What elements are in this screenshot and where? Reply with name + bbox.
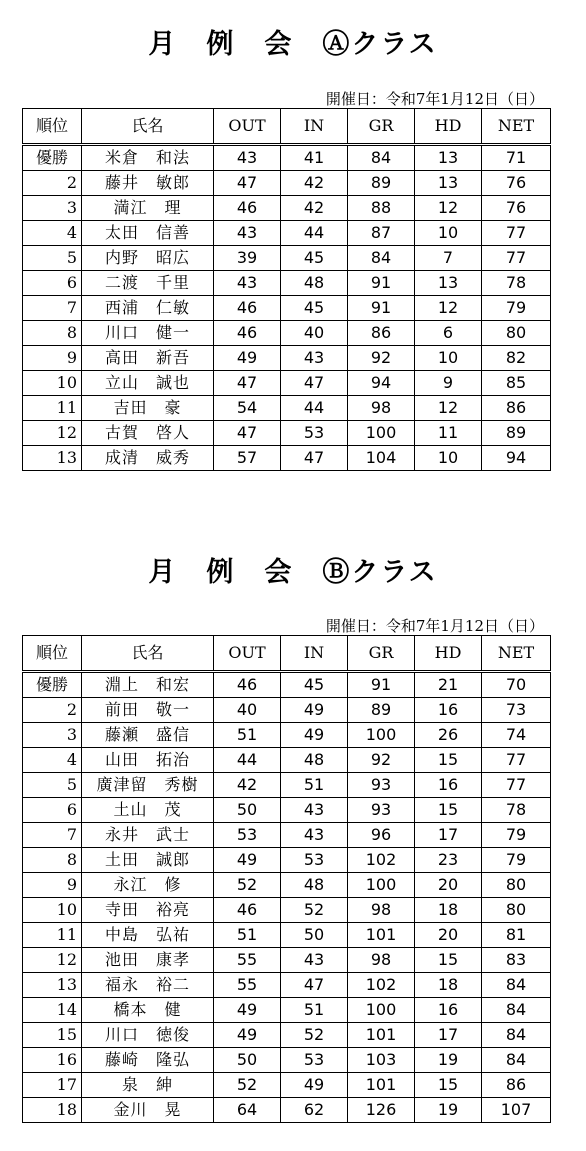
- gross-score-cell: 91: [348, 672, 415, 698]
- net-score-cell: 77: [482, 773, 551, 798]
- out-score-cell: 46: [214, 321, 281, 346]
- rank-cell: 4: [23, 748, 82, 773]
- handicap-cell: 12: [415, 396, 482, 421]
- table-row: [23, 421, 551, 446]
- handicap-cell: 11: [415, 421, 482, 446]
- name-cell: 橋本 健: [82, 998, 214, 1023]
- table-row: [23, 898, 551, 923]
- handicap-cell: 15: [415, 748, 482, 773]
- table-header-row: [23, 636, 551, 672]
- out-score-cell: 46: [214, 196, 281, 221]
- handicap-cell: 9: [415, 371, 482, 396]
- name-cell: 藤瀬 盛信: [82, 723, 214, 748]
- table-row: [23, 296, 551, 321]
- out-score-cell: 50: [214, 1048, 281, 1073]
- gross-score-cell: 98: [348, 898, 415, 923]
- rank-cell: 13: [23, 446, 82, 471]
- table-row: [23, 171, 551, 196]
- net-score-cell: 86: [482, 396, 551, 421]
- handicap-cell: 16: [415, 698, 482, 723]
- name-cell: 古賀 啓人: [82, 421, 214, 446]
- gross-score-cell: 126: [348, 1098, 415, 1123]
- net-score-cell: 107: [482, 1098, 551, 1123]
- table-row: [23, 948, 551, 973]
- table-row: [23, 923, 551, 948]
- gross-score-cell: 101: [348, 1073, 415, 1098]
- net-score-cell: 79: [482, 823, 551, 848]
- handicap-cell: 16: [415, 773, 482, 798]
- table-row: [23, 221, 551, 246]
- rank-cell: 優勝: [23, 672, 82, 698]
- table-row: [23, 773, 551, 798]
- in-score-cell: 53: [281, 848, 348, 873]
- gross-score-cell: 100: [348, 421, 415, 446]
- net-score-cell: 84: [482, 973, 551, 998]
- out-score-cell: 50: [214, 798, 281, 823]
- table-row: [23, 321, 551, 346]
- name-cell: 中島 弘祐: [82, 923, 214, 948]
- name-cell: 前田 敬一: [82, 698, 214, 723]
- in-score-cell: 45: [281, 672, 348, 698]
- name-cell: 金川 晃: [82, 1098, 214, 1123]
- handicap-cell: 20: [415, 923, 482, 948]
- in-score-cell: 44: [281, 396, 348, 421]
- rank-cell: 3: [23, 196, 82, 221]
- out-score-cell: 40: [214, 698, 281, 723]
- net-score-cell: 85: [482, 371, 551, 396]
- net-score-cell: 89: [482, 421, 551, 446]
- in-score-cell: 49: [281, 698, 348, 723]
- out-score-cell: 39: [214, 246, 281, 271]
- gross-score-cell: 103: [348, 1048, 415, 1073]
- table-row: [23, 1073, 551, 1098]
- in-score-cell: 42: [281, 196, 348, 221]
- table-row: [23, 371, 551, 396]
- handicap-cell: 21: [415, 672, 482, 698]
- in-score-cell: 49: [281, 723, 348, 748]
- out-score-cell: 57: [214, 446, 281, 471]
- in-score-cell: 47: [281, 371, 348, 396]
- in-score-cell: 53: [281, 1048, 348, 1073]
- in-score-cell: 52: [281, 898, 348, 923]
- name-cell: 二渡 千里: [82, 271, 214, 296]
- class-b-results-table: [22, 635, 551, 1123]
- rank-cell: 7: [23, 823, 82, 848]
- gross-score-cell: 104: [348, 446, 415, 471]
- name-cell: 川口 徳俊: [82, 1023, 214, 1048]
- header-name: 氏名: [82, 109, 214, 145]
- handicap-cell: 13: [415, 145, 482, 171]
- handicap-cell: 10: [415, 446, 482, 471]
- name-cell: 西浦 仁敏: [82, 296, 214, 321]
- table-row: [23, 246, 551, 271]
- handicap-cell: 19: [415, 1048, 482, 1073]
- gross-score-cell: 102: [348, 848, 415, 873]
- gross-score-cell: 88: [348, 196, 415, 221]
- out-score-cell: 51: [214, 723, 281, 748]
- rank-cell: 10: [23, 371, 82, 396]
- in-score-cell: 43: [281, 948, 348, 973]
- rank-cell: 16: [23, 1048, 82, 1073]
- name-cell: 山田 拓治: [82, 748, 214, 773]
- name-cell: 淵上 和宏: [82, 672, 214, 698]
- name-cell: 満江 理: [82, 196, 214, 221]
- rank-cell: 14: [23, 998, 82, 1023]
- out-score-cell: 49: [214, 848, 281, 873]
- table-row: [23, 396, 551, 421]
- header-net: NET: [482, 636, 551, 672]
- header-hd: HD: [415, 109, 482, 145]
- name-cell: 福永 裕二: [82, 973, 214, 998]
- name-cell: 廣津留 秀樹: [82, 773, 214, 798]
- in-score-cell: 52: [281, 1023, 348, 1048]
- out-score-cell: 46: [214, 898, 281, 923]
- rank-cell: 15: [23, 1023, 82, 1048]
- out-score-cell: 52: [214, 873, 281, 898]
- in-score-cell: 43: [281, 823, 348, 848]
- rank-cell: 2: [23, 698, 82, 723]
- net-score-cell: 78: [482, 271, 551, 296]
- header-out: OUT: [214, 109, 281, 145]
- out-score-cell: 46: [214, 672, 281, 698]
- out-score-cell: 42: [214, 773, 281, 798]
- class-a-date: 開催日：令和7年1月12日（日）: [325, 90, 544, 108]
- class-b-date: 開催日：令和7年1月12日（日）: [325, 617, 544, 635]
- table-row: [23, 145, 551, 171]
- out-score-cell: 54: [214, 396, 281, 421]
- table-header-row: [23, 109, 551, 145]
- net-score-cell: 77: [482, 221, 551, 246]
- net-score-cell: 79: [482, 848, 551, 873]
- name-cell: 立山 誠也: [82, 371, 214, 396]
- out-score-cell: 55: [214, 973, 281, 998]
- name-cell: 太田 信善: [82, 221, 214, 246]
- out-score-cell: 47: [214, 421, 281, 446]
- in-score-cell: 44: [281, 221, 348, 246]
- name-cell: 成清 威秀: [82, 446, 214, 471]
- handicap-cell: 10: [415, 346, 482, 371]
- rank-cell: 8: [23, 848, 82, 873]
- name-cell: 寺田 裕亮: [82, 898, 214, 923]
- header-rank: 順位: [23, 109, 82, 145]
- name-cell: 池田 康孝: [82, 948, 214, 973]
- table-row: [23, 1023, 551, 1048]
- rank-cell: 6: [23, 798, 82, 823]
- rank-cell: 12: [23, 421, 82, 446]
- name-cell: 内野 昭広: [82, 246, 214, 271]
- out-score-cell: 47: [214, 171, 281, 196]
- net-score-cell: 84: [482, 998, 551, 1023]
- handicap-cell: 18: [415, 973, 482, 998]
- class-b-title: 月 例 会 Ⓑクラス: [148, 557, 438, 588]
- in-score-cell: 43: [281, 798, 348, 823]
- rank-cell: 2: [23, 171, 82, 196]
- out-score-cell: 44: [214, 748, 281, 773]
- handicap-cell: 12: [415, 196, 482, 221]
- table-row: [23, 823, 551, 848]
- out-score-cell: 64: [214, 1098, 281, 1123]
- name-cell: 永江 修: [82, 873, 214, 898]
- rank-cell: 12: [23, 948, 82, 973]
- table-row: [23, 271, 551, 296]
- out-score-cell: 55: [214, 948, 281, 973]
- header-out: OUT: [214, 636, 281, 672]
- name-cell: 永井 武士: [82, 823, 214, 848]
- net-score-cell: 82: [482, 346, 551, 371]
- net-score-cell: 77: [482, 748, 551, 773]
- handicap-cell: 26: [415, 723, 482, 748]
- out-score-cell: 52: [214, 1073, 281, 1098]
- in-score-cell: 51: [281, 998, 348, 1023]
- handicap-cell: 13: [415, 271, 482, 296]
- net-score-cell: 76: [482, 196, 551, 221]
- out-score-cell: 43: [214, 145, 281, 171]
- gross-score-cell: 100: [348, 998, 415, 1023]
- name-cell: 米倉 和法: [82, 145, 214, 171]
- name-cell: 土山 茂: [82, 798, 214, 823]
- in-score-cell: 48: [281, 873, 348, 898]
- table-row: [23, 973, 551, 998]
- in-score-cell: 42: [281, 171, 348, 196]
- rank-cell: 優勝: [23, 145, 82, 171]
- gross-score-cell: 98: [348, 396, 415, 421]
- net-score-cell: 81: [482, 923, 551, 948]
- rank-cell: 11: [23, 396, 82, 421]
- header-net: NET: [482, 109, 551, 145]
- net-score-cell: 73: [482, 698, 551, 723]
- name-cell: 吉田 豪: [82, 396, 214, 421]
- rank-cell: 9: [23, 346, 82, 371]
- net-score-cell: 79: [482, 296, 551, 321]
- in-score-cell: 41: [281, 145, 348, 171]
- net-score-cell: 80: [482, 873, 551, 898]
- net-score-cell: 78: [482, 798, 551, 823]
- gross-score-cell: 89: [348, 171, 415, 196]
- rank-cell: 3: [23, 723, 82, 748]
- gross-score-cell: 92: [348, 346, 415, 371]
- name-cell: 土田 誠郎: [82, 848, 214, 873]
- header-gr: GR: [348, 109, 415, 145]
- class-a-results-table: [22, 108, 551, 471]
- in-score-cell: 51: [281, 773, 348, 798]
- header-hd: HD: [415, 636, 482, 672]
- gross-score-cell: 100: [348, 723, 415, 748]
- in-score-cell: 45: [281, 246, 348, 271]
- gross-score-cell: 101: [348, 923, 415, 948]
- gross-score-cell: 84: [348, 246, 415, 271]
- handicap-cell: 17: [415, 823, 482, 848]
- out-score-cell: 53: [214, 823, 281, 848]
- name-cell: 泉 紳: [82, 1073, 214, 1098]
- table-row: [23, 196, 551, 221]
- out-score-cell: 49: [214, 1023, 281, 1048]
- gross-score-cell: 93: [348, 773, 415, 798]
- in-score-cell: 40: [281, 321, 348, 346]
- out-score-cell: 43: [214, 271, 281, 296]
- net-score-cell: 84: [482, 1048, 551, 1073]
- handicap-cell: 15: [415, 948, 482, 973]
- gross-score-cell: 101: [348, 1023, 415, 1048]
- out-score-cell: 51: [214, 923, 281, 948]
- net-score-cell: 74: [482, 723, 551, 748]
- header-gr: GR: [348, 636, 415, 672]
- handicap-cell: 12: [415, 296, 482, 321]
- in-score-cell: 53: [281, 421, 348, 446]
- rank-cell: 13: [23, 973, 82, 998]
- gross-score-cell: 96: [348, 823, 415, 848]
- net-score-cell: 80: [482, 898, 551, 923]
- name-cell: 高田 新吾: [82, 346, 214, 371]
- rank-cell: 7: [23, 296, 82, 321]
- table-row: [23, 1098, 551, 1123]
- net-score-cell: 94: [482, 446, 551, 471]
- rank-cell: 5: [23, 773, 82, 798]
- handicap-cell: 20: [415, 873, 482, 898]
- table-row: [23, 698, 551, 723]
- name-cell: 川口 健一: [82, 321, 214, 346]
- net-score-cell: 70: [482, 672, 551, 698]
- gross-score-cell: 89: [348, 698, 415, 723]
- in-score-cell: 48: [281, 748, 348, 773]
- rank-cell: 4: [23, 221, 82, 246]
- handicap-cell: 6: [415, 321, 482, 346]
- table-row: [23, 346, 551, 371]
- rank-cell: 9: [23, 873, 82, 898]
- handicap-cell: 15: [415, 1073, 482, 1098]
- handicap-cell: 10: [415, 221, 482, 246]
- table-row: [23, 672, 551, 698]
- rank-cell: 5: [23, 246, 82, 271]
- out-score-cell: 46: [214, 296, 281, 321]
- handicap-cell: 17: [415, 1023, 482, 1048]
- out-score-cell: 43: [214, 221, 281, 246]
- handicap-cell: 13: [415, 171, 482, 196]
- gross-score-cell: 86: [348, 321, 415, 346]
- gross-score-cell: 84: [348, 145, 415, 171]
- out-score-cell: 49: [214, 346, 281, 371]
- gross-score-cell: 87: [348, 221, 415, 246]
- gross-score-cell: 98: [348, 948, 415, 973]
- in-score-cell: 43: [281, 346, 348, 371]
- net-score-cell: 77: [482, 246, 551, 271]
- rank-cell: 8: [23, 321, 82, 346]
- in-score-cell: 49: [281, 1073, 348, 1098]
- gross-score-cell: 91: [348, 271, 415, 296]
- in-score-cell: 62: [281, 1098, 348, 1123]
- rank-cell: 6: [23, 271, 82, 296]
- in-score-cell: 45: [281, 296, 348, 321]
- net-score-cell: 71: [482, 145, 551, 171]
- gross-score-cell: 91: [348, 296, 415, 321]
- handicap-cell: 23: [415, 848, 482, 873]
- handicap-cell: 7: [415, 246, 482, 271]
- header-in: IN: [281, 109, 348, 145]
- name-cell: 藤崎 隆弘: [82, 1048, 214, 1073]
- gross-score-cell: 93: [348, 798, 415, 823]
- in-score-cell: 48: [281, 271, 348, 296]
- header-name: 氏名: [82, 636, 214, 672]
- handicap-cell: 16: [415, 998, 482, 1023]
- rank-cell: 17: [23, 1073, 82, 1098]
- table-row: [23, 446, 551, 471]
- table-row: [23, 848, 551, 873]
- net-score-cell: 86: [482, 1073, 551, 1098]
- table-row: [23, 1048, 551, 1073]
- gross-score-cell: 102: [348, 973, 415, 998]
- out-score-cell: 49: [214, 998, 281, 1023]
- in-score-cell: 47: [281, 446, 348, 471]
- net-score-cell: 76: [482, 171, 551, 196]
- net-score-cell: 83: [482, 948, 551, 973]
- gross-score-cell: 94: [348, 371, 415, 396]
- net-score-cell: 84: [482, 1023, 551, 1048]
- gross-score-cell: 92: [348, 748, 415, 773]
- table-row: [23, 873, 551, 898]
- handicap-cell: 19: [415, 1098, 482, 1123]
- handicap-cell: 15: [415, 798, 482, 823]
- in-score-cell: 47: [281, 973, 348, 998]
- rank-cell: 18: [23, 1098, 82, 1123]
- handicap-cell: 18: [415, 898, 482, 923]
- net-score-cell: 80: [482, 321, 551, 346]
- gross-score-cell: 100: [348, 873, 415, 898]
- rank-cell: 10: [23, 898, 82, 923]
- class-a-title: 月 例 会 Ⓐクラス: [148, 29, 438, 60]
- out-score-cell: 47: [214, 371, 281, 396]
- header-in: IN: [281, 636, 348, 672]
- table-row: [23, 723, 551, 748]
- table-row: [23, 998, 551, 1023]
- name-cell: 藤井 敏郎: [82, 171, 214, 196]
- header-rank: 順位: [23, 636, 82, 672]
- in-score-cell: 50: [281, 923, 348, 948]
- rank-cell: 11: [23, 923, 82, 948]
- table-row: [23, 798, 551, 823]
- table-row: [23, 748, 551, 773]
